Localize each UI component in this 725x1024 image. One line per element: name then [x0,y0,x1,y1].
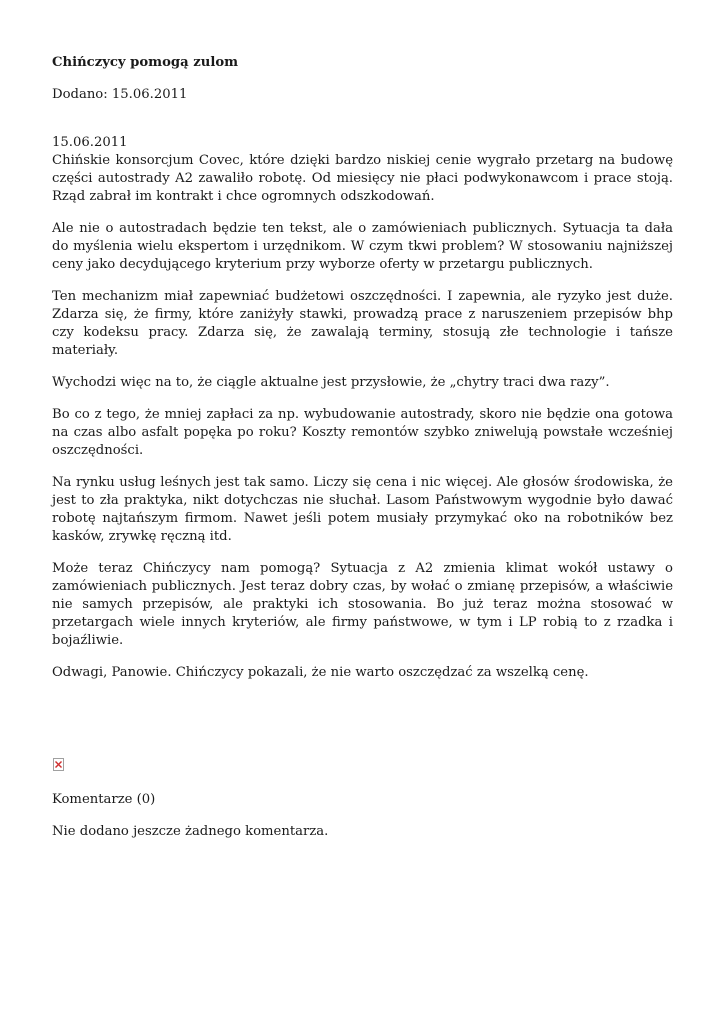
article-paragraph: Ten mechanizm miał zapewniać budżetowi oszczędności. I zapewnia, ale ryzyko jest duże. Zdarza się, że firmy, które zaniżyły stawki, prowadzą prace z naruszeniem przepisów bhp czy kodeksu pracy. Zdarza się, że zawalają terminy, stosują złe technologie i tańsze materiały. [52,289,673,358]
article-paragraph: Może teraz Chińczycy nam pomogą? Sytuacja z A2 zmienia klimat wokół ustawy o zamówieniach publicznych. Jest teraz dobry czas, by wołać o zmianę przepisów, a właściwie nie samych przepisów, ale praktyki ich stosowania. Bo już teraz można stosować w przetargach wiele innych kryteriów, ale firmy państwowe, w tym i LP robią to z rzadka i bojaźliwie. [52,561,673,648]
comments-empty-message: Nie dodano jeszcze żadnego komentarza. [52,824,329,839]
article-paragraph: Bo co z tego, że mniej zapłaci za np. wybudowanie autostrady, skoro nie będzie ona gotowa na czas albo asfalt popęka po roku? Koszty remontów szybko zniwelują powstałe wcześniej oszczędności. [52,407,673,458]
article [52,54,673,841]
article-paragraph: Ale nie o autostradach będzie ten tekst, ale o zamówieniach publicznych. Sytuacja ta dała do myślenia wielu ekspertom i urzędnikom. W czym tkwi problem? W stosowaniu najniższej ceny jako decydującego kryterium przy wyborze oferty w przetargu publicznych. [52,221,673,272]
date-added: Dodano: 15.06.2011 [52,87,188,102]
article-paragraph: Wychodzi więc na to, że ciągle aktualne jest przysłowie, że „chytry traci dwa razy”. [52,375,610,390]
article-title: Chińczycy pomogą zulom [52,55,239,70]
article-paragraph: Na rynku usług leśnych jest tak samo. Liczy się cena i nic więcej. Ale głosów środowiska, że jest to zła praktyka, nikt dotychczas nie słuchał. Lasom Państwowym wygodnie było dawać robotę najtańszym firmom. Nawet jeśli potem musiały przymykać oko na robotników bez kasków, zrywkę ręczną itd. [52,475,673,544]
broken-image-icon [53,758,64,771]
article-date: 15.06.2011 [52,135,128,150]
article-paragraph: Odwagi, Panowie. Chińczycy pokazali, że nie warto oszczędzać za wszelką cenę. [52,665,589,680]
comments-header: Komentarze (0) [52,792,156,807]
spacer [52,696,673,758]
article-paragraph: Chińskie konsorcjum Covec, które dzięki bardzo niskiej cenie wygrało przetarg na budowę części autostrady A2 zawaliło robotę. Od miesięcy nie płaci podwykonawcom i prace stoją. Rząd zabrał im kontrakt i chce ogromnych odszkodowań. [52,153,673,204]
